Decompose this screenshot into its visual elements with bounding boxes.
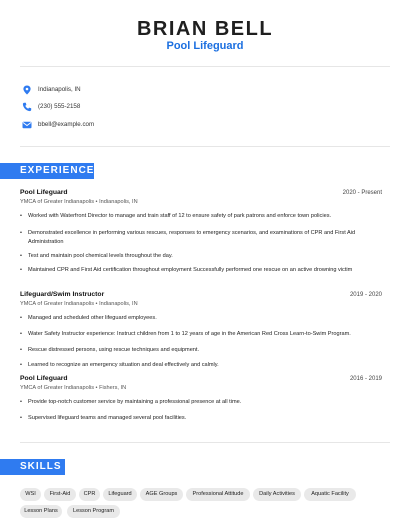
skills-heading: SKILLS: [0, 459, 65, 475]
job-dates: 2020 - Present: [342, 190, 382, 196]
candidate-name: BRIAN BELL: [136, 18, 274, 40]
skill-chip: Lesson Plans: [20, 505, 62, 518]
skill-chip: AGE Groups: [140, 488, 183, 501]
list-item: • Supervised lifeguard teams and managed several pool facilities.: [20, 415, 187, 421]
divider: [20, 66, 390, 67]
list-item: • Test and maintain pool chemical levels throughout the day.: [20, 253, 173, 259]
employer-name: YMCA of Greater Indianapolis: [20, 385, 94, 391]
employer-location: Fishers, IN: [99, 385, 127, 391]
employer-name: YMCA of Greater Indianapolis: [20, 199, 94, 205]
list-item: • Maintained CPR and First Aid certification throughout employment Successfully performed one rescue on an active drowning victim: [20, 267, 353, 273]
contact-email: [22, 119, 382, 131]
email-text: bbell@example.com: [38, 121, 95, 128]
skill-chip: Lifeguard: [103, 488, 137, 501]
skill-chip: Professional Attitude: [186, 488, 250, 501]
job-employer: YMCA of Greater Indianapolis • Indianapolis, IN: [20, 199, 138, 205]
location-pin-icon: [22, 85, 32, 95]
job-title: Pool Lifeguard: [20, 375, 68, 382]
contact-phone: [22, 101, 382, 113]
experience-heading: EXPERIENCE: [0, 163, 94, 179]
employer-location: Indianapolis, IN: [99, 301, 138, 307]
skill-chip: Aquatic Facility: [304, 488, 356, 501]
contact-location: [22, 84, 382, 96]
job-dates: 2019 - 2020: [349, 292, 382, 298]
phone-text: (230) 555-2158: [38, 103, 81, 110]
list-item: • Rescue distressed persons, using rescue techniques and equipment.: [20, 347, 200, 353]
email-icon: [22, 120, 32, 130]
list-item: • Learned to recognize an emergency situation and deal effectively and calmly.: [20, 362, 219, 368]
list-item: • Provide top-notch customer service by maintaining a professional presence at all time.: [20, 399, 242, 405]
divider: [20, 146, 390, 147]
skill-chip: Daily Activities: [253, 488, 301, 501]
location-text: Indianapolis, IN: [38, 86, 81, 93]
employer-name: YMCA of Greater Indianapolis: [20, 301, 94, 307]
candidate-role: Pool Lifeguard: [166, 40, 244, 52]
list-item: • Demonstrated excellence in performing various rescues, responses to emergency scenarios, and examinations of CPR and First Aid Administration: [20, 230, 356, 245]
skill-chip: WSI: [20, 488, 41, 501]
phone-icon: [22, 102, 32, 112]
employer-location: Indianapolis, IN: [99, 199, 138, 205]
job-title: Pool Lifeguard: [20, 189, 68, 196]
list-item: • Water Safety Instructor experience: Instruct children from 1 to 12 years of age in the American Red Cross Learn-to-Swim Program.: [20, 331, 351, 337]
job-employer: YMCA of Greater Indianapolis • Fishers, IN: [20, 385, 127, 391]
divider: [20, 442, 390, 443]
job-title: Lifeguard/Swim Instructor: [20, 291, 105, 298]
skill-chip: Lesson Program: [67, 505, 120, 518]
job-employer: YMCA of Greater Indianapolis • Indianapolis, IN: [20, 301, 138, 307]
list-item: • Managed and scheduled other lifeguard employees.: [20, 315, 157, 321]
job-dates: 2016 - 2019: [349, 376, 382, 382]
skill-chip: First-Aid: [44, 488, 76, 501]
list-item: • Worked with Waterfront Director to manage and train staff of 12 to ensure safety of park patrons and enforce town policies.: [20, 213, 332, 219]
skill-chip: CPR: [79, 488, 100, 501]
